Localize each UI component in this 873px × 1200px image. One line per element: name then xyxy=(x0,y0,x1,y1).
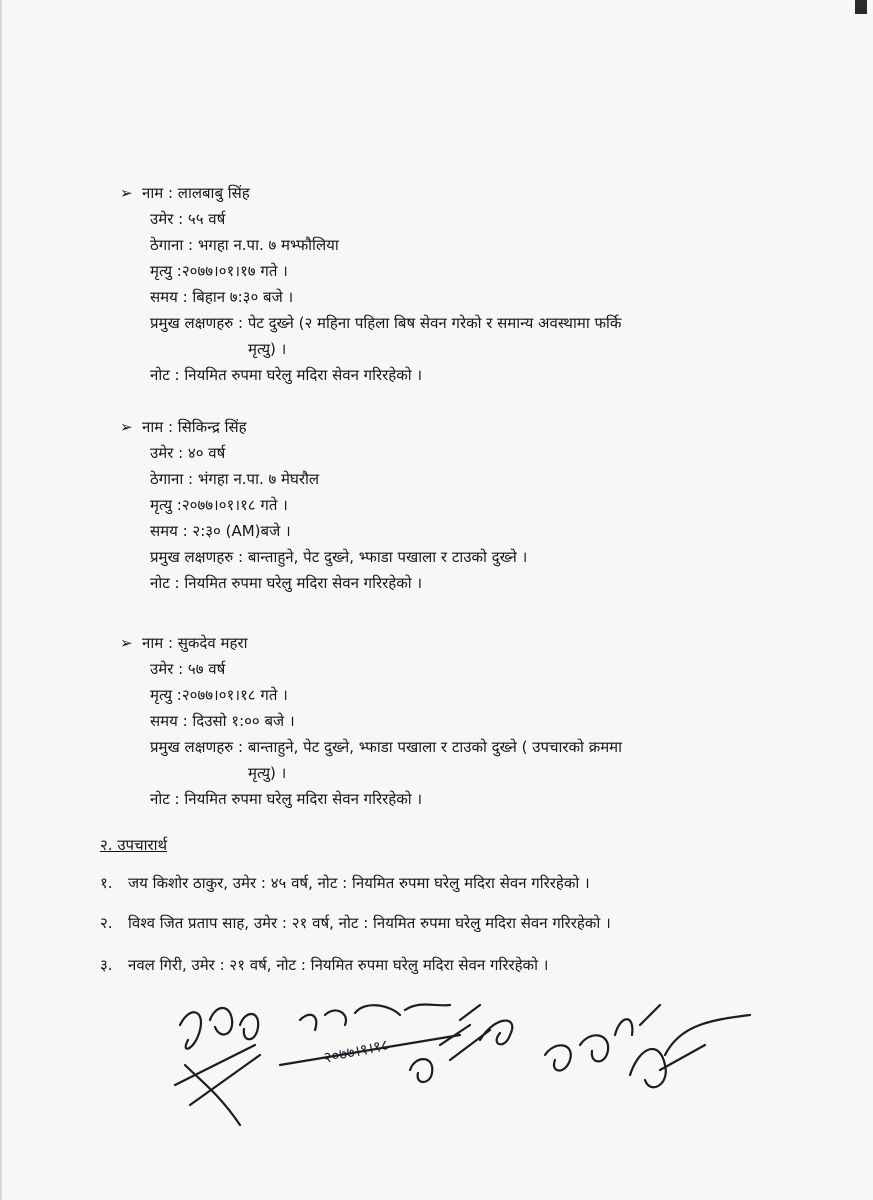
record-symptoms-cont: मृत्यु) । xyxy=(248,764,287,782)
record-name: ➢ नाम : लालबाबु सिंह xyxy=(120,180,760,206)
section-heading-treatment: २. उपचारार्थ xyxy=(100,836,168,854)
record-age: उमेर : ५७ वर्ष xyxy=(150,660,226,678)
record-time: समय : २:३० (AM)बजे । xyxy=(150,522,291,540)
record-name: ➢ नाम : सुकदेव महरा xyxy=(120,630,760,656)
record-death-date: मृत्यु :२०७७।०१।१८ गते । xyxy=(150,496,288,514)
signature-4 xyxy=(545,1019,632,1070)
signature-5 xyxy=(630,1005,750,1087)
record-name: ➢ नाम : सिकिन्द्र सिंह xyxy=(120,414,760,440)
record-note: नोट : नियमित रुपमा घरेलु मदिरा सेवन गरिरहेको । xyxy=(150,790,423,808)
corner-mark xyxy=(855,0,867,14)
page-edge xyxy=(0,0,2,1200)
treatment-item-2: २. विश्व जित प्रताप साह, उमेर : २१ वर्ष, नोट : नियमित रुपमा घरेलु मदिरा सेवन गरिरहेको । xyxy=(100,914,611,932)
arrow-bullet-icon: ➢ xyxy=(120,634,133,652)
record-death-date: मृत्यु :२०७७।०१।१७ गते । xyxy=(150,262,288,280)
arrow-bullet-icon: ➢ xyxy=(120,184,133,202)
treatment-item-3: ३. नवल गिरी, उमेर : २१ वर्ष, नोट : नियमित रुपमा घरेलु मदिरा सेवन गरिरहेको । xyxy=(100,956,549,974)
record-death-date: मृत्यु :२०७७।०१।१८ गते । xyxy=(150,686,288,704)
treatment-item-1: १. जय किशोर ठाकुर, उमेर : ४५ वर्ष, नोट : नियमित रुपमा घरेलु मदिरा सेवन गरिरहेको । xyxy=(100,874,590,892)
handwritten-signatures xyxy=(160,985,760,1135)
record-age: उमेर : ४० वर्ष xyxy=(150,444,226,462)
record-time: समय : दिउसो १:०० बजे । xyxy=(150,712,295,730)
death-record-3 xyxy=(120,630,760,812)
record-symptoms: प्रमुख लक्षणहरु : पेट दुख्ने (२ महिना पहिला बिष सेवन गरेको र समान्य अवस्थामा फर्कि xyxy=(150,314,622,332)
record-symptoms: प्रमुख लक्षणहरु : बान्ताहुने, पेट दुख्ने, भ्फाडा पखाला र टाउको दुख्ने ( उपचारको क्रममा xyxy=(150,738,623,756)
signature-3 xyxy=(410,1005,512,1082)
signatures-block xyxy=(160,985,760,1135)
record-note: नोट : नियमित रुपमा घरेलु मदिरा सेवन गरिरहेको । xyxy=(150,574,423,592)
signature-date: २०७७।१।१८ xyxy=(322,1035,391,1067)
death-record-1 xyxy=(120,180,760,388)
record-address: ठेगाना : भंगहा न.पा. ७ मेघरौल xyxy=(150,470,320,488)
record-note: नोट : नियमित रुपमा घरेलु मदिरा सेवन गरिरहेको । xyxy=(150,366,423,384)
signature-1 xyxy=(175,1008,260,1125)
record-symptoms: प्रमुख लक्षणहरु : बान्ताहुने, पेट दुख्ने, भ्फाडा पखाला र टाउको दुख्ने । xyxy=(150,548,528,566)
record-time: समय : बिहान ७:३० बजे । xyxy=(150,288,294,306)
record-address: ठेगाना : भगहा न.पा. ७ मभ्फौलिया xyxy=(150,236,339,254)
death-record-2 xyxy=(120,414,760,596)
arrow-bullet-icon: ➢ xyxy=(120,418,133,436)
record-symptoms-cont: मृत्यु) । xyxy=(248,340,287,358)
record-age: उमेर : ५५ वर्ष xyxy=(150,210,226,228)
